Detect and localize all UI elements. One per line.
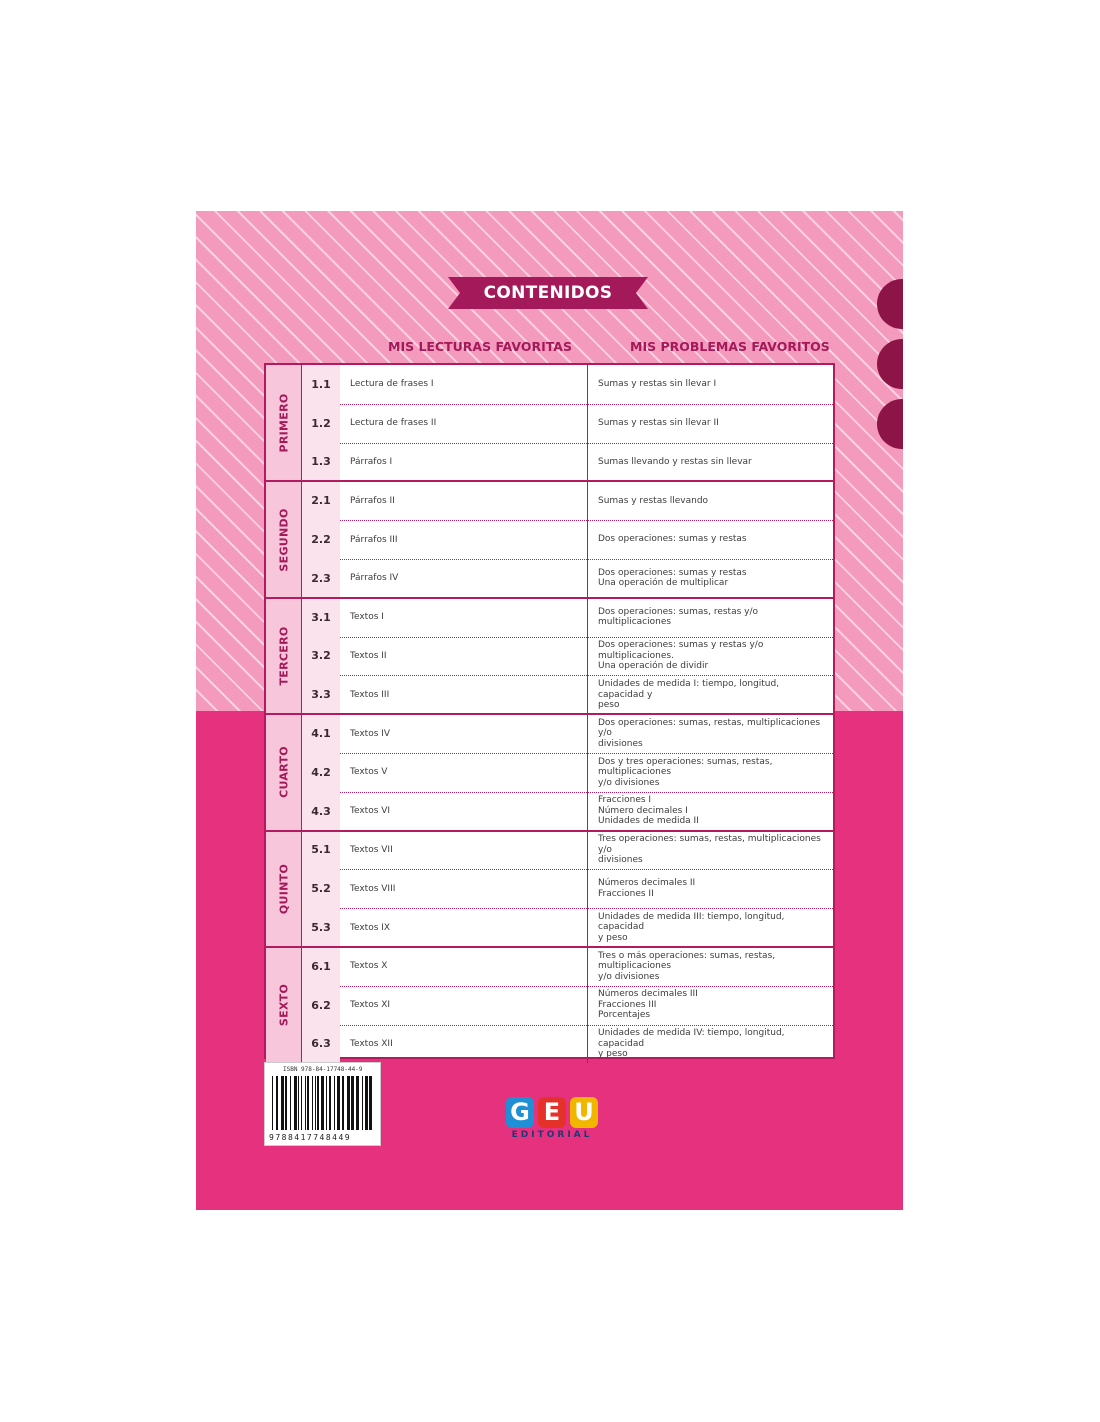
table-row bbox=[302, 753, 833, 792]
group-label bbox=[266, 365, 302, 481]
row-number: 4.3 bbox=[302, 792, 340, 831]
table-row bbox=[302, 947, 833, 986]
barcode-bar bbox=[285, 1076, 287, 1130]
geu-logo bbox=[502, 1097, 602, 1149]
barcode-bar bbox=[272, 1076, 273, 1130]
reading-title: Textos XI bbox=[340, 986, 588, 1025]
barcode-bar bbox=[294, 1076, 297, 1130]
row-number: 6.3 bbox=[302, 1025, 340, 1064]
barcode-bars bbox=[272, 1076, 375, 1132]
problem-line: Sumas y restas sin llevar I bbox=[598, 379, 717, 390]
group-label-text: TERCERO bbox=[277, 626, 290, 686]
problem-line: Dos operaciones: sumas, restas y/o multiplicaciones bbox=[598, 606, 759, 628]
problem-line: Dos y tres operaciones: sumas, restas, multiplicaciones bbox=[598, 756, 773, 778]
problem-description bbox=[588, 598, 833, 637]
problem-line: Sumas y restas sin llevar II bbox=[598, 417, 719, 428]
table-row bbox=[302, 1025, 833, 1064]
row-number: 3.3 bbox=[302, 675, 340, 714]
problem-line: y/o divisiones bbox=[598, 971, 660, 982]
reading-title: Textos VIII bbox=[340, 869, 588, 908]
reading-title: Textos VI bbox=[340, 792, 588, 831]
group-label-text: CUARTO bbox=[277, 746, 290, 799]
barcode-bar bbox=[369, 1076, 372, 1130]
problem-description bbox=[588, 831, 833, 870]
group-label bbox=[266, 947, 302, 1063]
table-row bbox=[302, 792, 833, 831]
reading-title: Párrafos I bbox=[340, 443, 588, 482]
row-number: 4.2 bbox=[302, 753, 340, 792]
logo-letter: E bbox=[538, 1097, 566, 1128]
problem-description bbox=[588, 520, 833, 559]
reading-title: Párrafos IV bbox=[340, 559, 588, 598]
problem-description bbox=[588, 404, 833, 443]
problem-line: Números decimales II bbox=[598, 878, 696, 889]
reading-title: Textos II bbox=[340, 637, 588, 676]
problem-line: Una operación de multiplicar bbox=[598, 578, 729, 589]
logo-subtitle: EDITORIAL bbox=[511, 1130, 593, 1140]
barcode-number: 9788417748449 bbox=[269, 1133, 352, 1142]
group-label-text: SEXTO bbox=[277, 984, 290, 1027]
group-label bbox=[266, 714, 302, 830]
back-cover bbox=[196, 211, 903, 1210]
problem-description bbox=[588, 986, 833, 1025]
problem-line: Fracciones III bbox=[598, 999, 657, 1010]
problem-line: y/o divisiones bbox=[598, 777, 660, 788]
table-row bbox=[302, 365, 833, 404]
table-row bbox=[302, 831, 833, 870]
problem-line: Unidades de medida I: tiempo, longitud, capacidad y bbox=[598, 679, 780, 700]
group-divider bbox=[266, 597, 833, 599]
group-segundo bbox=[266, 481, 833, 597]
row-number: 4.1 bbox=[302, 714, 340, 753]
problem-line: divisiones bbox=[598, 855, 643, 866]
barcode-bar bbox=[290, 1076, 291, 1130]
barcode-bar bbox=[334, 1076, 335, 1130]
row-number: 2.1 bbox=[302, 481, 340, 520]
group-cuarto bbox=[266, 714, 833, 830]
row-number: 1.2 bbox=[302, 404, 340, 443]
problem-line: Tres o más operaciones: sumas, restas, multiplicaciones bbox=[598, 950, 776, 972]
row-number: 5.1 bbox=[302, 831, 340, 870]
row-number: 1.3 bbox=[302, 443, 340, 482]
problem-description bbox=[588, 675, 833, 714]
barcode-bar bbox=[321, 1076, 324, 1130]
table-row bbox=[302, 675, 833, 714]
row-number: 6.1 bbox=[302, 947, 340, 986]
header-lecturas: MIS LECTURAS FAVORITAS bbox=[388, 339, 572, 354]
group-label bbox=[266, 598, 302, 714]
group-divider bbox=[266, 830, 833, 832]
group-label bbox=[266, 831, 302, 947]
problem-line: Dos operaciones: sumas, restas, multiplicaciones y/o bbox=[598, 717, 821, 739]
table-row bbox=[302, 481, 833, 520]
table-row bbox=[302, 637, 833, 676]
barcode-bar bbox=[307, 1076, 309, 1130]
row-number: 6.2 bbox=[302, 986, 340, 1025]
problem-line: Sumas llevando y restas sin llevar bbox=[598, 456, 752, 467]
barcode-bar bbox=[342, 1076, 344, 1130]
problem-line: Unidades de medida IV: tiempo, longitud, capacidad bbox=[598, 1028, 785, 1049]
problem-line: y peso bbox=[598, 1049, 628, 1060]
problem-description bbox=[588, 1025, 833, 1064]
problem-description bbox=[588, 869, 833, 908]
barcode-bar bbox=[315, 1076, 316, 1130]
problem-line: Dos operaciones: sumas y restas y/o multiplicaciones. bbox=[598, 640, 764, 661]
reading-title: Textos V bbox=[340, 753, 588, 792]
table-row bbox=[302, 986, 833, 1025]
group-primero bbox=[266, 365, 833, 481]
contents-banner bbox=[448, 277, 648, 309]
barcode-bar bbox=[347, 1076, 350, 1130]
problem-description bbox=[588, 792, 833, 831]
barcode-bar bbox=[356, 1076, 359, 1130]
barcode-bar bbox=[305, 1076, 306, 1130]
problem-description bbox=[588, 637, 833, 676]
problem-line: Sumas y restas llevando bbox=[598, 495, 709, 506]
barcode-bar bbox=[301, 1076, 302, 1130]
group-tercero bbox=[266, 598, 833, 714]
reading-title: Textos XII bbox=[340, 1025, 588, 1064]
barcode-bar bbox=[312, 1076, 313, 1130]
reading-title: Párrafos III bbox=[340, 520, 588, 559]
problem-line: divisiones bbox=[598, 738, 643, 749]
table-row bbox=[302, 559, 833, 598]
row-number: 3.1 bbox=[302, 598, 340, 637]
group-divider bbox=[266, 713, 833, 715]
reading-title: Lectura de frases II bbox=[340, 404, 588, 443]
table-row bbox=[302, 908, 833, 947]
barcode-bar bbox=[362, 1076, 363, 1130]
logo-letter: G bbox=[506, 1097, 534, 1128]
problem-line: Tres operaciones: sumas, restas, multiplicaciones y/o bbox=[598, 834, 821, 855]
table-row bbox=[302, 404, 833, 443]
problem-line: Dos operaciones: sumas y restas bbox=[598, 534, 747, 545]
isbn-text: ISBN 978-84-17748-44-9 bbox=[283, 1066, 363, 1073]
problem-line: peso bbox=[598, 700, 620, 711]
barcode-bar bbox=[337, 1076, 340, 1130]
table-row bbox=[302, 598, 833, 637]
barcode-bar bbox=[276, 1076, 278, 1130]
row-number: 2.2 bbox=[302, 520, 340, 559]
contents-title: CONTENIDOS bbox=[483, 283, 613, 303]
group-label-text: QUINTO bbox=[277, 863, 290, 914]
problem-line: Porcentajes bbox=[598, 1010, 651, 1021]
reading-title: Párrafos II bbox=[340, 481, 588, 520]
reading-title: Textos I bbox=[340, 598, 588, 637]
logo-letter: U bbox=[570, 1097, 598, 1128]
group-label bbox=[266, 481, 302, 597]
barcode-bar bbox=[298, 1076, 299, 1130]
group-divider bbox=[266, 946, 833, 948]
reading-title: Textos X bbox=[340, 947, 588, 986]
row-number: 5.2 bbox=[302, 869, 340, 908]
group-quinto bbox=[266, 831, 833, 947]
table-row bbox=[302, 520, 833, 559]
problem-line: Unidades de medida III: tiempo, longitud, capacidad bbox=[598, 911, 785, 933]
problem-description bbox=[588, 753, 833, 792]
table-row bbox=[302, 443, 833, 482]
contents-table bbox=[264, 363, 835, 1059]
reading-title: Textos III bbox=[340, 675, 588, 714]
problem-line: Unidades de medida II bbox=[598, 816, 699, 827]
problem-line: Fracciones I bbox=[598, 795, 652, 806]
header-problemas: MIS PROBLEMAS FAVORITOS bbox=[630, 339, 830, 354]
barcode bbox=[264, 1062, 381, 1146]
group-sexto bbox=[266, 947, 833, 1063]
reading-title: Textos IX bbox=[340, 908, 588, 947]
barcode-bar bbox=[281, 1076, 284, 1130]
problem-description bbox=[588, 714, 833, 753]
barcode-bar bbox=[365, 1076, 368, 1130]
group-divider bbox=[266, 480, 833, 482]
barcode-bar bbox=[326, 1076, 327, 1130]
problem-description bbox=[588, 908, 833, 947]
barcode-bar bbox=[317, 1076, 319, 1130]
reading-title: Textos IV bbox=[340, 714, 588, 753]
problem-description bbox=[588, 365, 833, 404]
reading-title: Lectura de frases I bbox=[340, 365, 588, 404]
problem-line: Fracciones II bbox=[598, 888, 654, 899]
table-row bbox=[302, 714, 833, 753]
row-number: 2.3 bbox=[302, 559, 340, 598]
group-label-text: PRIMERO bbox=[277, 393, 290, 453]
problem-description bbox=[588, 443, 833, 482]
row-number: 5.3 bbox=[302, 908, 340, 947]
problem-description bbox=[588, 947, 833, 986]
barcode-bar bbox=[329, 1076, 331, 1130]
problem-line: Una operación de dividir bbox=[598, 661, 709, 672]
row-number: 1.1 bbox=[302, 365, 340, 404]
problem-line: Números decimales III bbox=[598, 989, 698, 1000]
table-row bbox=[302, 869, 833, 908]
group-label-text: SEGUNDO bbox=[277, 507, 290, 572]
reading-title: Textos VII bbox=[340, 831, 588, 870]
row-number: 3.2 bbox=[302, 637, 340, 676]
barcode-bar bbox=[351, 1076, 354, 1130]
problem-description bbox=[588, 559, 833, 598]
problem-line: Número decimales I bbox=[598, 805, 688, 816]
problem-description bbox=[588, 481, 833, 520]
problem-line: y peso bbox=[598, 932, 628, 943]
problem-line: Dos operaciones: sumas y restas bbox=[598, 567, 747, 578]
